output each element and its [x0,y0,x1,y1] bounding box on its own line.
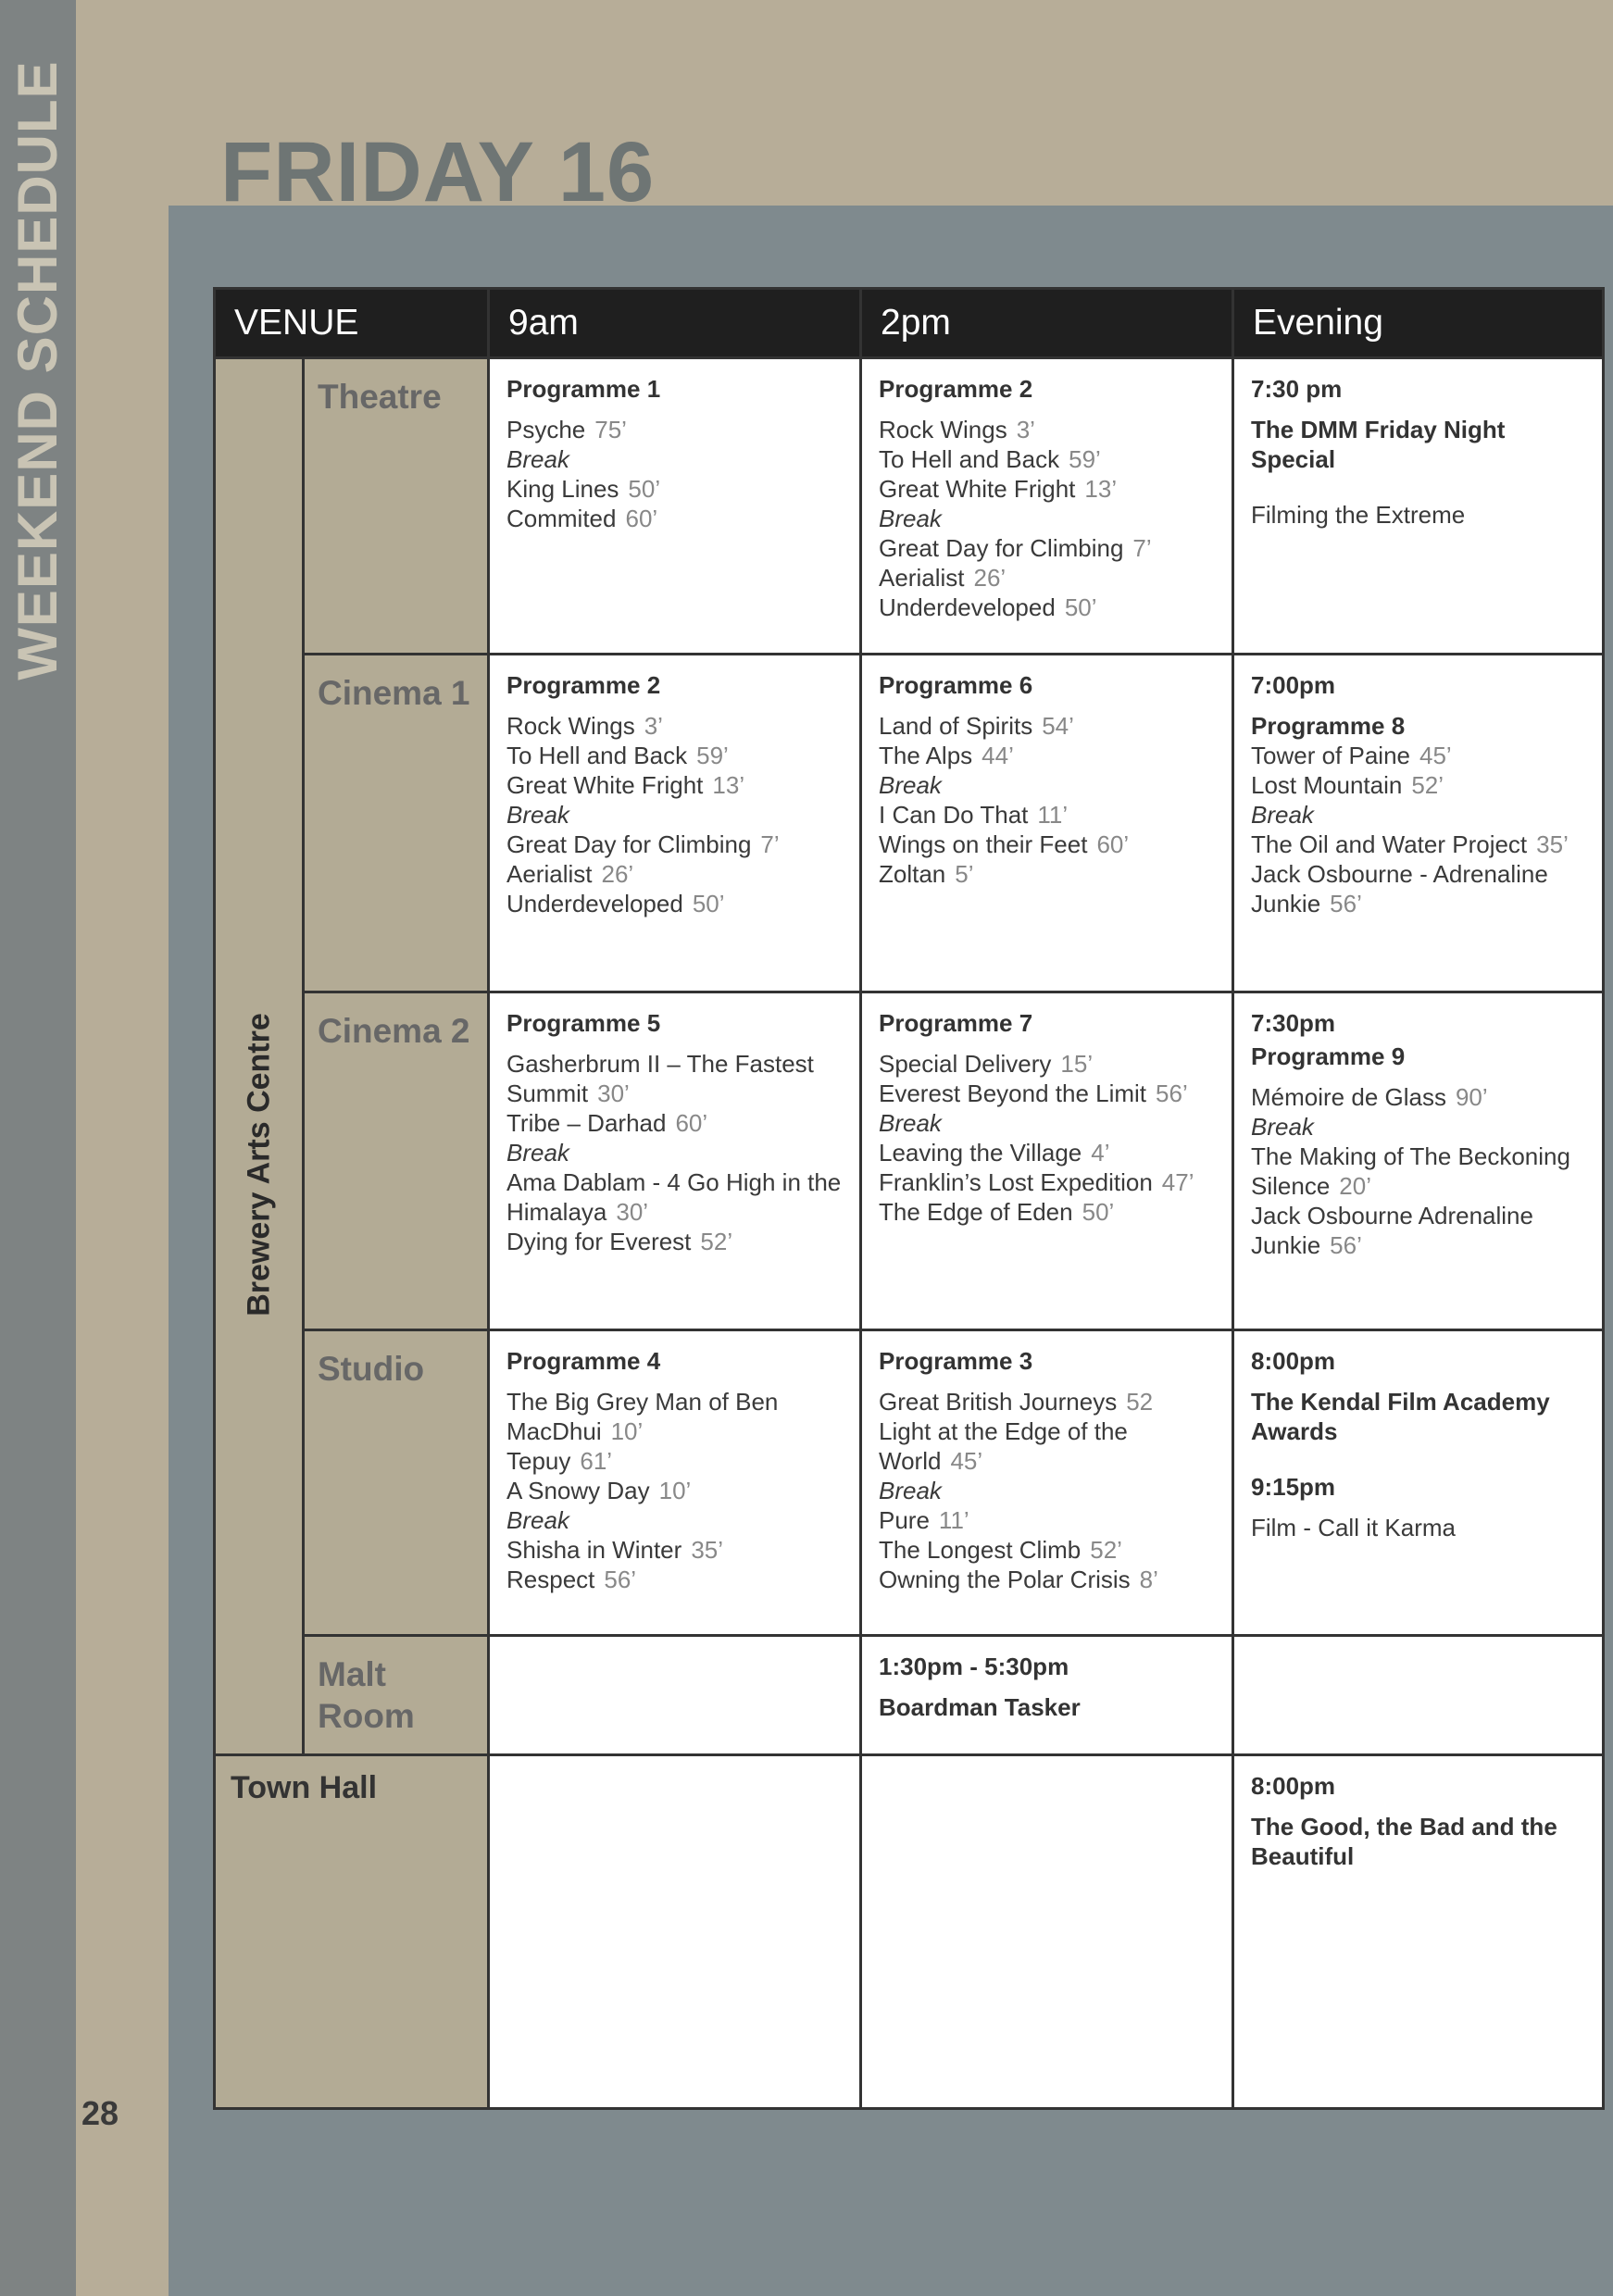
venue-cinema-1: Cinema 1 [304,655,489,992]
film-duration: 30’ [616,1198,649,1226]
film-list [1251,741,1587,918]
film-title: Great White Fright [506,771,704,799]
programme-heading: Programme 7 [879,1009,1033,1037]
film-list [506,415,844,533]
film-title: Light at the Edge of the World [879,1417,1128,1475]
film-duration: 26’ [601,860,634,888]
film-item [506,1167,844,1227]
film-title: Great Day for Climbing [506,830,752,858]
film-item [506,415,844,444]
film-duration: 56’ [1330,890,1362,917]
programme-heading: Programme 8 [1251,712,1406,740]
film-item [879,593,1217,622]
film-item [1251,830,1587,859]
film-item [879,859,1217,889]
film-title: Rock Wings [879,416,1007,443]
venue-town-hall: Town Hall [215,1755,489,2109]
event-subtitle: Filming the Extreme [1251,501,1466,529]
film-list [879,1049,1217,1227]
film-title: A Snowy Day [506,1477,650,1504]
film-title: Special Delivery [879,1050,1052,1078]
film-item [879,1505,1217,1535]
break-label: Break [506,1506,569,1534]
programme-heading: Programme 5 [506,1009,661,1037]
film-duration: 3’ [644,712,663,740]
film-duration: 50’ [628,475,661,503]
cell-studio-2pm [861,1330,1233,1636]
film-title: Lost Mountain [1251,771,1403,799]
film-title: Underdeveloped [506,890,683,917]
film-duration: 50’ [692,890,725,917]
film-duration: 3’ [1016,416,1035,443]
film-list [506,1387,844,1594]
film-duration: 56’ [1330,1231,1362,1259]
film-title: Psyche [506,416,586,443]
film-item [1251,859,1587,918]
cell-cinema1-2pm [861,655,1233,992]
film-duration: 13’ [712,771,745,799]
film-title: Aerialist [879,564,965,592]
film-title: Rock Wings [506,712,635,740]
film-title: The Big Grey Man of Ben MacDhui [506,1388,779,1445]
film-duration: 30’ [597,1079,630,1107]
break-label: Break [879,1477,942,1504]
programme-heading: Programme 9 [1251,1042,1406,1070]
film-title: Ama Dablam - 4 Go High in the Himalaya [506,1168,842,1226]
venue-group-label: Brewery Arts Centre [241,1013,276,1316]
film-title: Commited [506,505,617,532]
event-title: Boardman Tasker [879,1693,1081,1721]
page-number: 28 [81,2094,119,2132]
film-item [506,1387,844,1446]
break-label: Break [506,1139,569,1167]
film-title: Pure [879,1506,930,1534]
film-title: Franklin’s Lost Expedition [879,1168,1153,1196]
film-title: I Can Do That [879,801,1029,829]
row-town-hall [215,1755,1604,2109]
film-title: Aerialist [506,860,593,888]
cell-cinema1-evening [1233,655,1604,992]
film-item [506,1108,844,1138]
film-duration: 5’ [955,860,974,888]
film-title: Owning the Polar Crisis [879,1566,1131,1593]
film-title: Shisha in Winter [506,1536,682,1564]
event-time: 9:15pm [1251,1473,1336,1501]
film-title: Mémoire de Glass [1251,1083,1446,1111]
film-item [506,1535,844,1565]
event-subtitle: Film - Call it Karma [1251,1514,1457,1541]
film-duration: 15’ [1060,1050,1094,1078]
film-duration: 4’ [1091,1139,1110,1167]
film-list [879,711,1217,889]
film-item [506,474,844,504]
film-title: Underdeveloped [879,593,1056,621]
venue-cinema-2: Cinema 2 [304,992,489,1330]
event-time: 8:00pm [1251,1347,1336,1375]
film-item [879,741,1217,770]
film-duration: 47’ [1161,1168,1194,1196]
film-title: Wings on their Feet [879,830,1088,858]
film-title: Tepuy [506,1447,571,1475]
venue-studio: Studio [304,1330,489,1636]
film-item [506,830,844,859]
cell-cinema2-2pm [861,992,1233,1330]
film-item [879,1416,1217,1476]
film-item [879,1138,1217,1167]
cell-townhall-9am [489,1755,861,2109]
cell-malt-2pm [861,1636,1233,1755]
film-title: Great Day for Climbing [879,534,1124,562]
film-title: Tribe – Darhad [506,1109,667,1137]
cell-theatre-9am [489,358,861,655]
film-item [506,770,844,800]
event-time: 7:30 pm [1251,375,1343,403]
header-venue: VENUE [215,289,489,358]
film-duration: 56’ [1156,1079,1188,1107]
film-item [1251,741,1587,770]
film-duration: 75’ [594,416,627,443]
cell-townhall-evening [1233,1755,1604,2109]
film-item [1251,1142,1587,1201]
film-item [1251,1201,1587,1260]
film-title: Jack Osbourne - Adrenaline Junkie [1251,860,1548,917]
film-duration: 35’ [691,1536,724,1564]
film-item [879,711,1217,741]
programme-heading: Programme 6 [879,671,1033,699]
film-item [506,1476,844,1505]
film-item [879,1565,1217,1594]
film-duration: 59’ [696,742,729,769]
film-duration: 61’ [580,1447,613,1475]
film-title: Great White Fright [879,475,1076,503]
day-title: FRIDAY 16 [220,125,656,219]
film-item [506,504,844,533]
film-title: The Oil and Water Project [1251,830,1528,858]
film-title: The Making of The Beckoning Silence [1251,1142,1570,1200]
film-title: The Longest Climb [879,1536,1082,1564]
break-label: Break [1251,801,1314,829]
event-title: The DMM Friday Night Special [1251,416,1506,473]
cell-townhall-2pm [861,1755,1233,2109]
film-item [879,415,1217,444]
film-item [1251,770,1587,800]
programme-heading: Programme 1 [506,375,661,403]
film-item [879,474,1217,504]
cell-cinema2-9am [489,992,861,1330]
programme-heading: Programme 2 [506,671,661,699]
film-item [879,1387,1217,1416]
film-title: The Edge of Eden [879,1198,1073,1226]
film-item [506,1227,844,1256]
row-malt-room [215,1636,1604,1755]
break-label: Break [879,505,942,532]
row-cinema2 [215,992,1604,1330]
film-duration: 50’ [1082,1198,1115,1226]
cell-studio-evening [1233,1330,1604,1636]
cell-malt-evening [1233,1636,1604,1755]
film-duration: 44’ [982,742,1014,769]
programme-heading: Programme 3 [879,1347,1033,1375]
film-title: Tower of Paine [1251,742,1410,769]
film-duration: 52’ [1411,771,1444,799]
venue-group-brewery [215,358,304,1755]
header-9am: 9am [489,289,861,358]
break-label: Break [879,1109,942,1137]
film-item [879,533,1217,563]
film-title: Gasherbrum II – The Fastest Summit [506,1050,814,1107]
film-item [879,1049,1217,1079]
film-duration: 50’ [1064,593,1097,621]
film-title: Dying for Everest [506,1228,692,1255]
header-evening: Evening [1233,289,1604,358]
film-item [506,1049,844,1108]
film-duration: 20’ [1339,1172,1371,1200]
break-label: Break [879,771,942,799]
film-duration: 52’ [1090,1536,1122,1564]
film-duration: 56’ [604,1566,637,1593]
film-title: Leaving the Village [879,1139,1082,1167]
film-list [879,415,1217,622]
cell-cinema1-9am [489,655,861,992]
event-time: 8:00pm [1251,1772,1336,1801]
film-duration: 26’ [973,564,1007,592]
film-duration: 35’ [1536,830,1569,858]
film-item [879,1535,1217,1565]
film-list [879,1387,1217,1594]
break-label: Break [1251,1113,1314,1141]
venue-malt-room: Malt Room [304,1636,489,1755]
film-item [879,830,1217,859]
film-duration: 60’ [675,1109,708,1137]
film-title: Great British Journeys [879,1388,1118,1416]
film-title: Land of Spirits [879,712,1033,740]
event-time: 7:00pm [1251,671,1336,699]
film-list [1251,1082,1587,1260]
film-item [506,889,844,918]
film-duration: 45’ [1419,742,1452,769]
venue-theatre: Theatre [304,358,489,655]
film-title: Everest Beyond the Limit [879,1079,1147,1107]
film-duration: 7’ [760,830,780,858]
cell-malt-9am [489,1636,861,1755]
schedule-table [213,287,1605,2110]
film-duration: 11’ [1037,801,1069,829]
programme-heading: Programme 2 [879,375,1033,403]
film-item [879,1167,1217,1197]
film-duration: 54’ [1042,712,1074,740]
header-2pm: 2pm [861,289,1233,358]
film-title: To Hell and Back [506,742,688,769]
film-duration: 8’ [1139,1566,1158,1593]
film-item [1251,1082,1587,1112]
film-duration: 10’ [658,1477,692,1504]
film-title: The Alps [879,742,973,769]
cell-theatre-evening [1233,358,1604,655]
film-item [506,1565,844,1594]
film-title: Jack Osbourne Adrenaline Junkie [1251,1202,1533,1259]
row-cinema1 [215,655,1604,992]
film-item [879,1079,1217,1108]
break-label: Break [506,445,569,473]
film-item [506,741,844,770]
event-time: 7:30pm [1251,1009,1336,1037]
event-title: The Good, the Bad and the Beautiful [1251,1813,1557,1871]
film-item [879,444,1217,474]
cell-theatre-2pm [861,358,1233,655]
film-title: To Hell and Back [879,445,1060,473]
film-duration: 60’ [1096,830,1130,858]
film-duration: 60’ [625,505,658,532]
film-title: King Lines [506,475,619,503]
film-list [506,711,844,918]
film-duration: 59’ [1069,445,1101,473]
film-duration: 52 [1126,1388,1154,1416]
film-duration: 13’ [1084,475,1118,503]
film-item [506,859,844,889]
film-duration: 90’ [1455,1083,1488,1111]
film-duration: 52’ [700,1228,733,1255]
film-title: Respect [506,1566,595,1593]
film-duration: 45’ [950,1447,983,1475]
header-row [215,289,1604,358]
film-duration: 11’ [938,1506,969,1534]
programme-heading: Programme 4 [506,1347,661,1375]
film-item [506,711,844,741]
film-item [879,800,1217,830]
cell-studio-9am [489,1330,861,1636]
row-theatre [215,358,1604,655]
film-list [506,1049,844,1256]
film-duration: 7’ [1132,534,1152,562]
event-title: The Kendal Film Academy Awards [1251,1388,1550,1445]
film-item [879,1197,1217,1227]
cell-cinema2-evening [1233,992,1604,1330]
film-title: Zoltan [879,860,946,888]
section-title-vertical: WEEKEND SCHEDULE [6,60,69,680]
row-studio [215,1330,1604,1636]
event-time: 1:30pm - 5:30pm [879,1653,1069,1680]
break-label: Break [506,801,569,829]
film-duration: 10’ [610,1417,644,1445]
film-item [506,1446,844,1476]
film-item [879,563,1217,593]
